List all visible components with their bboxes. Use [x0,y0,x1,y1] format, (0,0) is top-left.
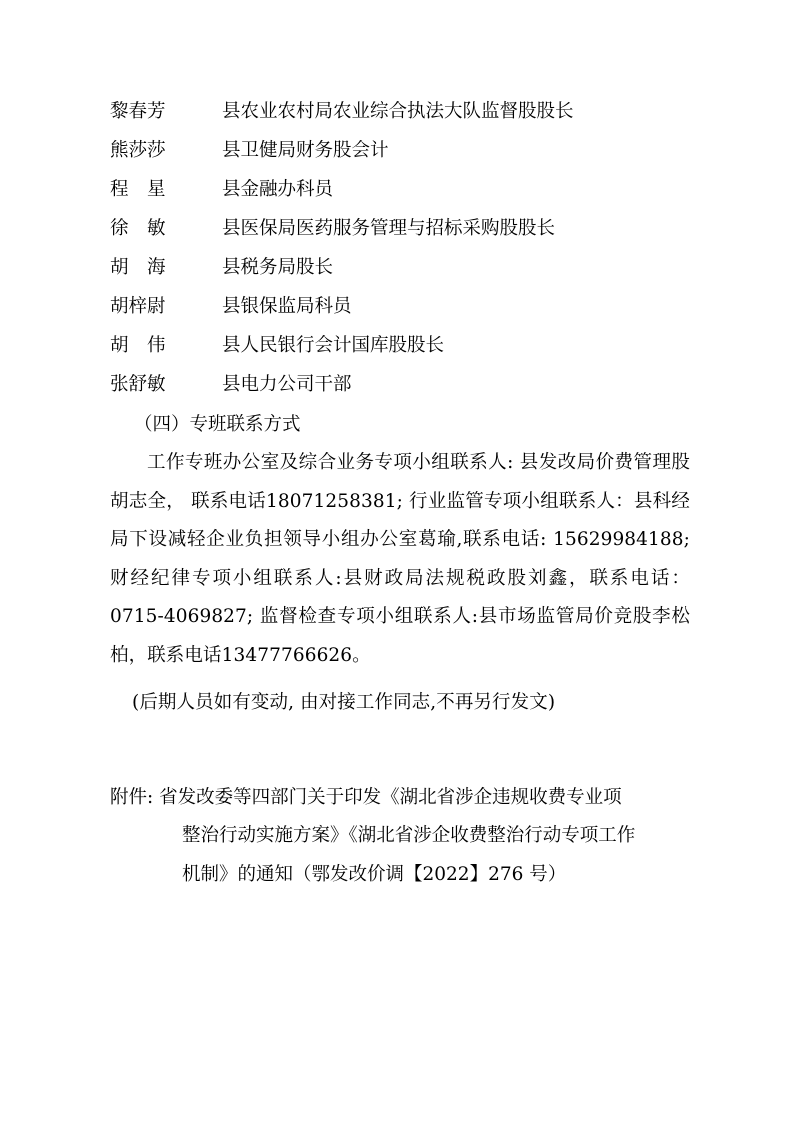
roster-title: 县税务局股长 [222,257,334,278]
table-row [110,287,690,326]
roster-title: 县医保局医药服务管理与招标采购股股长 [222,218,556,239]
table-row [110,248,690,287]
table-row [110,326,690,365]
roster-title: 县电力公司干部 [222,374,352,395]
roster-name: 胡 海 [110,257,166,278]
attachment-line-2: 整治行动实施方案》《湖北省涉企收费整治行动专项工作 [182,825,636,846]
roster-name: 熊莎莎 [110,140,166,161]
roster-name: 张舒敏 [110,374,166,395]
table-row [110,170,690,209]
document-body [110,92,690,894]
roster-title: 县银保监局科员 [222,296,352,317]
personnel-roster [110,92,690,404]
section-heading: （四）专班联系方式 [134,414,301,435]
roster-name: 黎春芳 [110,101,166,122]
note-paragraph: (后期人员如有变动, 由对接工作同志,不再另行发文) [132,692,556,713]
table-row [110,209,690,248]
roster-name: 胡 伟 [110,335,166,356]
roster-name: 程 星 [110,179,166,200]
attachment-line-1: 附件: 省发改委等四部门关于印发《湖北省涉企违规收费专业项 [110,786,622,808]
roster-name: 徐 敏 [110,218,166,239]
roster-name: 胡梓尉 [110,296,166,317]
contact-paragraph: 工作专班办公室及综合业务专项小组联系人: 县发改局价费管理股胡志全， 联系电话18071258381; 行业监管专项小组联系人：县科经局下设减轻企业负担领导小组办公室葛瑜,联系电话: 15629984188; 财经纪律专项小组联系人:县财政局法规税政股刘鑫，联系电话：0715-4069827; 监督检查专项小组联系人:县市场监管局价竞股李松柏，联系电话13477766626。 [110,452,690,666]
table-row [110,365,690,404]
table-row [110,92,690,131]
roster-title: 县人民银行会计国库股股长 [222,335,445,356]
roster-title: 县农业农村局农业综合执法大队监督股股长 [222,101,574,122]
attachment-block [110,779,690,895]
roster-title: 县卫健局财务股会计 [222,140,389,161]
roster-title: 县金融办科员 [222,179,334,200]
table-row [110,131,690,170]
attachment-line-3: 机制》的通知（鄂发改价调【2022】276 号） [182,863,567,885]
